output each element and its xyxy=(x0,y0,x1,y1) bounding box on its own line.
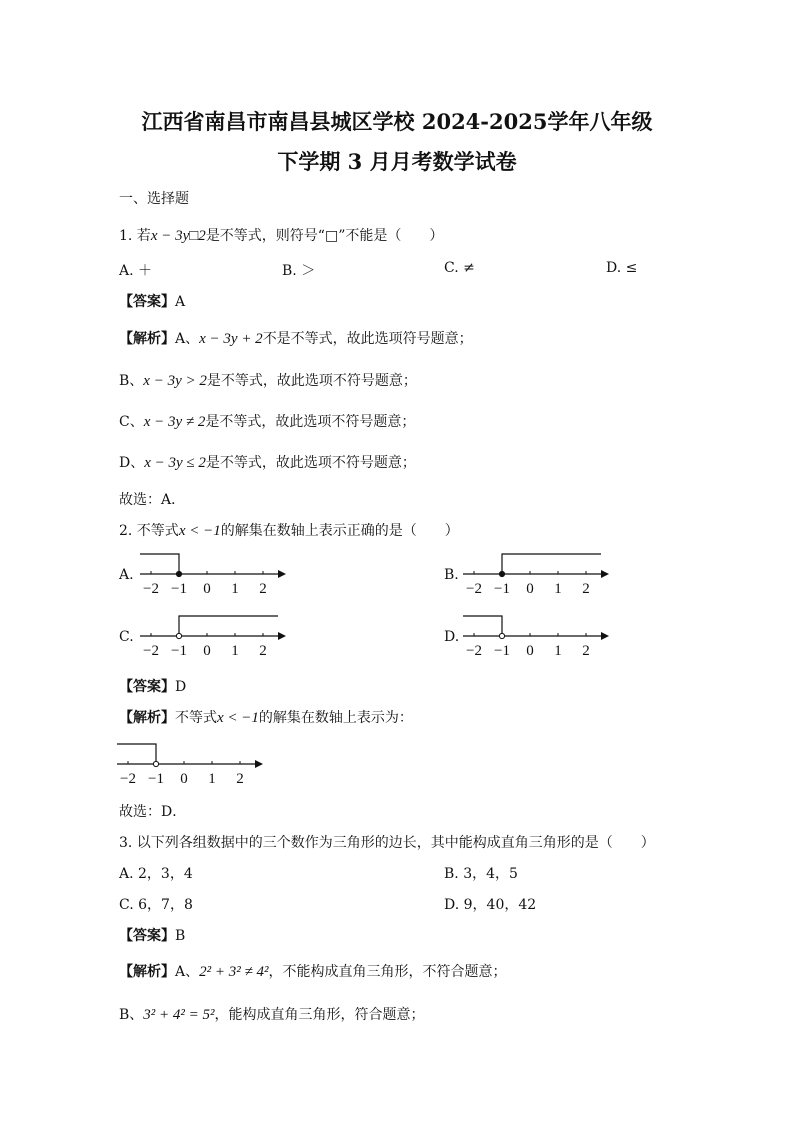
tick-label: 1 xyxy=(208,771,216,787)
q1-expr: x − 3y□2 xyxy=(150,228,206,244)
tick-label: 2 xyxy=(259,581,267,597)
closed-endpoint xyxy=(176,571,181,576)
open-endpoint xyxy=(176,633,181,638)
q3-analysis-b: B、3² + 4² = 5²，能构成直角三角形，符合题意； xyxy=(119,1007,425,1023)
solution-ray xyxy=(463,616,502,636)
q2-stem: 2. 不等式x < −1的解集在数轴上表示正确的是（ ） xyxy=(119,523,459,539)
axis-arrow xyxy=(601,632,609,640)
q2-option-b-label: B. xyxy=(444,567,459,583)
tick-label: 1 xyxy=(554,581,562,597)
q3-answer: 【答案】B xyxy=(119,928,186,944)
q1-analysis-c: C、x − 3y ≠ 2是不等式，故此选项不符号题意； xyxy=(119,414,416,430)
tick-label: 1 xyxy=(554,643,562,659)
axis-arrow xyxy=(278,632,286,640)
tick-label: −1 xyxy=(494,643,510,659)
q2-conclusion: 故选：D． xyxy=(119,804,187,820)
tick-label: −1 xyxy=(171,581,187,597)
q3-option-a: A. 2，3，4 xyxy=(119,866,193,882)
q3-option-c: C. 6，7，8 xyxy=(119,897,193,913)
q2-solution-number-line xyxy=(117,738,267,786)
tick-label: 0 xyxy=(526,581,534,597)
q2-option-a-label: A. xyxy=(119,567,134,583)
q2-option-d-label: D. xyxy=(444,629,460,645)
axis-arrow xyxy=(255,760,263,768)
q1-conclusion: 故选：A． xyxy=(119,492,186,508)
tick-label: −2 xyxy=(143,581,159,597)
q1-option-a: A. ＋ xyxy=(119,263,153,279)
q1-option-b: B. ＞ xyxy=(282,263,316,279)
tick-label: −1 xyxy=(148,771,164,787)
axis-arrow xyxy=(278,570,286,578)
solution-ray xyxy=(140,554,179,574)
q1-analysis-d: D、x − 3y ≤ 2是不等式，故此选项不符号题意； xyxy=(119,455,416,471)
tick-label: 2 xyxy=(259,643,267,659)
tick-label: −2 xyxy=(143,643,159,659)
q2-expr: x < −1 xyxy=(178,523,221,539)
q1-stem xyxy=(119,225,443,245)
q2-answer: 【答案】D xyxy=(119,679,187,695)
tick-label: −2 xyxy=(466,581,482,597)
axis-arrow xyxy=(601,570,609,578)
tick-label: −2 xyxy=(120,771,136,787)
q1-option-d: D. ≤ xyxy=(606,260,638,276)
tick-label: 0 xyxy=(203,643,211,659)
open-endpoint xyxy=(499,633,504,638)
tick-label: 2 xyxy=(582,643,590,659)
tick-label: −1 xyxy=(171,643,187,659)
q3-analysis-a: 【解析】A、2² + 3² ≠ 4²，不能构成直角三角形，不符合题意； xyxy=(119,964,507,980)
q2-option-b-number-line xyxy=(463,548,613,596)
tick-label: 2 xyxy=(236,771,244,787)
q1-option-c: C. ≠ xyxy=(444,260,475,276)
tick-label: 0 xyxy=(203,581,211,597)
tick-label: 1 xyxy=(231,581,239,597)
tick-label: 1 xyxy=(231,643,239,659)
q3-option-d: D. 9，40，42 xyxy=(444,897,537,913)
tick-label: 2 xyxy=(582,581,590,597)
q2-option-d-number-line xyxy=(463,610,613,658)
closed-endpoint xyxy=(499,571,504,576)
solution-ray xyxy=(117,744,156,764)
tick-label: −1 xyxy=(494,581,510,597)
q1-suffix: 是不等式，则符号“□”不能是（ ） xyxy=(205,228,444,244)
doc-title-line1: 江西省南昌市南昌县城区学校 2024-2025学年八年级 xyxy=(141,109,653,134)
q2-analysis: 【解析】不等式x < −1的解集在数轴上表示为： xyxy=(119,710,413,726)
q3-stem: 3. 以下列各组数据中的三个数作为三角形的边长，其中能构成直角三角形的是（ ） xyxy=(119,835,655,851)
tick-label: 0 xyxy=(526,643,534,659)
tick-label: 0 xyxy=(180,771,188,787)
q2-option-c-number-line xyxy=(140,610,290,658)
q2-option-c-label: C. xyxy=(119,629,134,645)
q3-option-b: B. 3，4，5 xyxy=(444,866,518,882)
q1-prefix: 1. 若 xyxy=(119,228,151,244)
tick-label: −2 xyxy=(466,643,482,659)
q1-analysis-a: 【解析】A、x − 3y + 2不是不等式，故此选项符号题意； xyxy=(119,331,473,347)
section-heading: 一、选择题 xyxy=(119,191,189,207)
q2-option-a-number-line xyxy=(140,548,290,596)
doc-title-line2: 下学期 3 月月考数学试卷 xyxy=(277,149,517,174)
open-endpoint xyxy=(153,761,158,766)
q1-answer: 【答案】A xyxy=(119,294,186,310)
q1-analysis-b: B、x − 3y > 2是不等式，故此选项不符号题意； xyxy=(119,373,417,389)
